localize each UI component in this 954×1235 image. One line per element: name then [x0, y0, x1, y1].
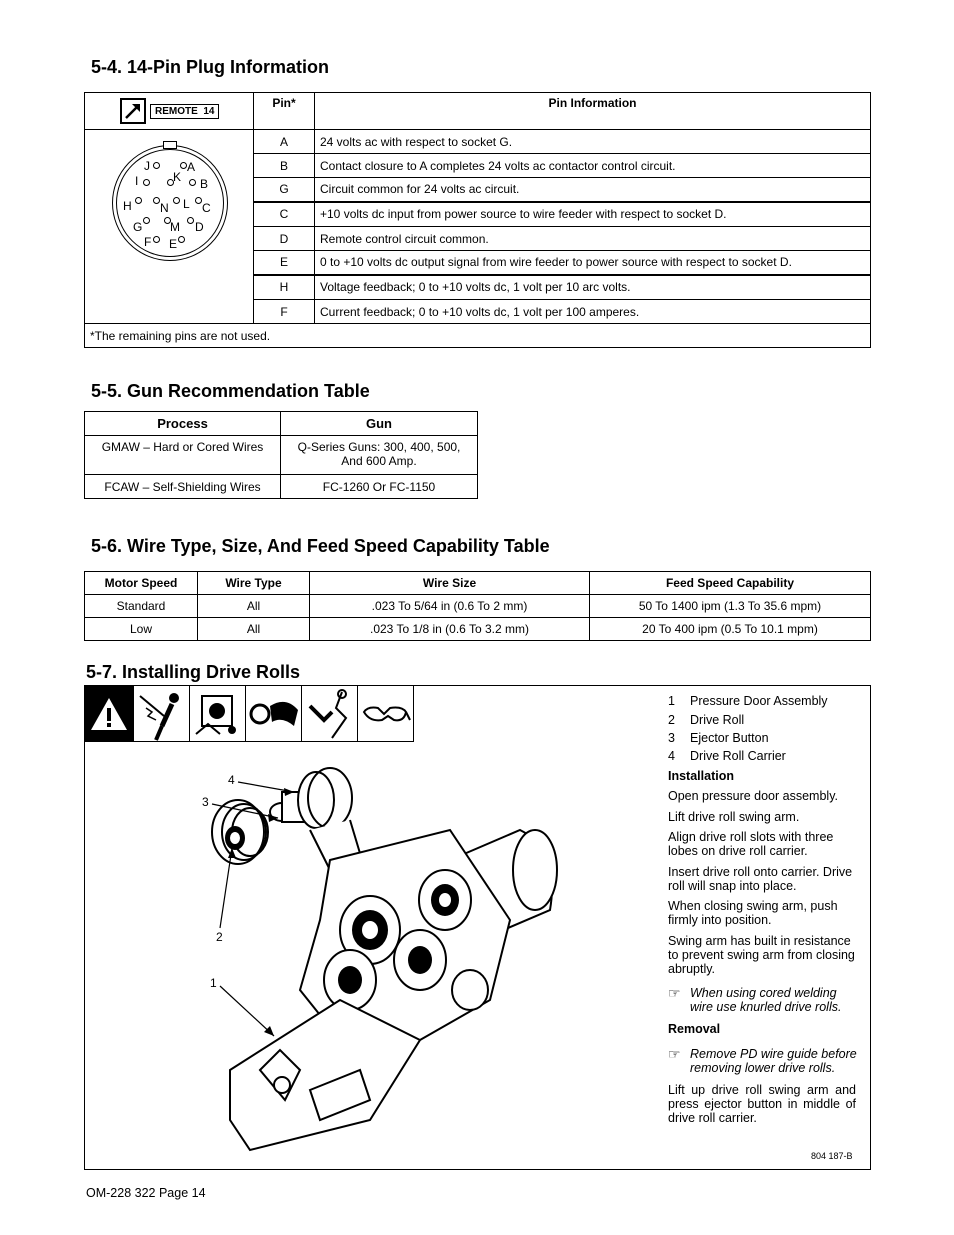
hand-crush-icon	[246, 685, 302, 742]
process-cell: GMAW – Hard or Cored Wires	[85, 436, 281, 475]
pin-cell: H	[254, 275, 315, 300]
section-5-4-title: 5-4. 14-Pin Plug Information	[91, 57, 330, 77]
pin-hole	[189, 179, 196, 186]
table-cell: 50 To 1400 ipm (1.3 To 35.6 mpm)	[590, 595, 871, 618]
wire-size-header: Wire Size	[310, 572, 590, 595]
section-5-5-title: 5-5. Gun Recommendation Table	[91, 381, 370, 401]
installation-step: Lift drive roll swing arm.	[668, 810, 800, 824]
pin-info-cell: +10 volts dc input from power source to wire feeder with respect to socket D.	[315, 202, 871, 227]
pin-info-cell: Voltage feedback; 0 to +10 volts dc, 1 volt per 10 arc volts.	[315, 275, 871, 300]
removal-step: Lift up drive roll swing arm and press ejector button in middle of drive roll carrier.	[668, 1083, 856, 1125]
pin-cell: F	[254, 300, 315, 324]
callout-4: 4	[228, 773, 235, 787]
installation-step: Align drive roll slots with three lobes on drive roll carrier.	[668, 830, 834, 858]
remote-14-label: REMOTE 14	[150, 104, 219, 119]
pin-label-a: A	[187, 160, 196, 174]
table-cell: .023 To 1/8 in (0.6 To 3.2 mm)	[310, 618, 590, 641]
remote-14-cell	[85, 93, 254, 130]
pin-cell: A	[254, 130, 315, 154]
motor-speed-header: Motor Speed	[85, 572, 198, 595]
gun-header: Gun	[281, 412, 478, 436]
installation-step: Open pressure door assembly.	[668, 789, 838, 803]
table-cell: All	[198, 618, 310, 641]
feed-speed-header: Feed Speed Capability	[590, 572, 871, 595]
section-5-6-title: 5-6. Wire Type, Size, And Feed Speed Capability Table	[91, 536, 550, 556]
remote-arrow-icon	[120, 98, 146, 124]
section-5-7-title: 5-7. Installing Drive Rolls	[86, 662, 301, 682]
pin-hole	[135, 197, 142, 204]
pin-label-f: F	[144, 235, 152, 249]
pin-hole	[195, 197, 202, 204]
pointing-hand-icon: ☞	[668, 985, 681, 1001]
pin-info-cell: Circuit common for 24 volts ac circuit.	[315, 178, 871, 202]
gun-cell: Q-Series Guns: 300, 400, 500, And 600 Amp.	[281, 436, 478, 475]
pin-header: Pin*	[254, 93, 315, 130]
pin-hole	[173, 197, 180, 204]
pin-hole	[153, 162, 160, 169]
legend-item: 4 Drive Roll Carrier	[668, 749, 786, 763]
welding-wire-icon	[302, 685, 358, 742]
process-cell: FCAW – Self-Shielding Wires	[85, 475, 281, 499]
pin-label-j: J	[144, 159, 150, 173]
drive-roll-assembly-illustration	[190, 740, 580, 1160]
pin-cell: D	[254, 227, 315, 251]
socket-key-notch	[163, 141, 177, 149]
callout-1-line	[220, 986, 274, 1036]
pin-label-d: D	[195, 220, 204, 234]
pin-label-k: K	[173, 170, 182, 184]
pin-label-l: L	[183, 197, 190, 211]
pin-label-m: M	[170, 220, 180, 234]
electric-shock-icon	[134, 685, 190, 742]
gun-cell: FC-1260 Or FC-1150	[281, 475, 478, 499]
callout-2: 2	[216, 930, 223, 944]
pin-label-c: C	[202, 201, 211, 215]
pin-label-g: G	[133, 220, 143, 234]
safety-glasses-icon	[358, 685, 414, 742]
pin-hole	[167, 179, 174, 186]
legend-item: 1 Pressure Door Assembly	[668, 694, 828, 708]
gun-recommendation-table	[84, 411, 478, 499]
wire-capability-table	[84, 571, 871, 641]
pin-hole	[178, 236, 185, 243]
pin-info-cell: 0 to +10 volts dc output signal from wire feeder to power source with respect to socket D.	[315, 251, 871, 275]
table-cell: All	[198, 595, 310, 618]
warning-icon-strip	[84, 685, 415, 742]
pin-cell: C	[254, 202, 315, 227]
pin-info-cell: Contact closure to A completes 24 volts ac contactor control circuit.	[315, 154, 871, 178]
table-cell: Low	[85, 618, 198, 641]
pin-hole	[153, 197, 160, 204]
wire-type-header: Wire Type	[198, 572, 310, 595]
installation-heading: Installation	[668, 769, 734, 783]
installation-step: When closing swing arm, push firmly into position.	[668, 899, 838, 927]
pin-label-h: H	[123, 199, 132, 213]
pin-hole	[187, 217, 194, 224]
installation-step: Insert drive roll onto carrier. Drive roll will snap into place.	[668, 865, 853, 893]
pin-info-cell: 24 volts ac with respect to socket G.	[315, 130, 871, 154]
table-cell: Standard	[85, 595, 198, 618]
pin-hole	[143, 179, 150, 186]
14-pin-socket-diagram	[112, 145, 230, 263]
pin-cell: E	[254, 251, 315, 275]
callout-3: 3	[202, 795, 209, 809]
pin-label-i: I	[135, 174, 139, 188]
pin-footnote: *The remaining pins are not used.	[85, 324, 871, 348]
pin-info-header: Pin Information	[315, 93, 871, 130]
page-footer: OM-228 322 Page 14	[86, 1186, 206, 1200]
pin-label-e: E	[169, 237, 178, 251]
warning-triangle-icon	[84, 685, 134, 742]
pin-label-n: N	[160, 201, 169, 215]
removal-heading: Removal	[668, 1022, 721, 1036]
pin-hole	[180, 162, 187, 169]
figure-reference: 804 187-B	[811, 1151, 853, 1161]
table-cell: 20 To 400 ipm (0.5 To 10.1 mpm)	[590, 618, 871, 641]
pin-hole	[153, 236, 160, 243]
process-header: Process	[85, 412, 281, 436]
legend-item: 3 Ejector Button	[668, 731, 769, 745]
installation-step: Swing arm has built in resistance to prevent swing arm from closing abruptly.	[668, 934, 855, 976]
moving-parts-icon	[190, 685, 246, 742]
note-pd-guide: ☞ Remove PD wire guide before removing lower drive rolls.	[668, 1046, 857, 1075]
legend-item: 2 Drive Roll	[668, 713, 745, 727]
pin-label-b: B	[200, 177, 209, 191]
pin-hole	[143, 217, 150, 224]
pin-cell: B	[254, 154, 315, 178]
callout-1: 1	[210, 976, 217, 990]
pin-info-cell: Remote control circuit common.	[315, 227, 871, 251]
pin-cell: G	[254, 178, 315, 202]
table-cell: .023 To 5/64 in (0.6 To 2 mm)	[310, 595, 590, 618]
pin-info-cell: Current feedback; 0 to +10 volts dc, 1 volt per 100 amperes.	[315, 300, 871, 324]
pointing-hand-icon: ☞	[668, 1046, 681, 1062]
note-cored-wire: ☞ When using cored welding wire use knurled drive rolls.	[668, 985, 842, 1014]
